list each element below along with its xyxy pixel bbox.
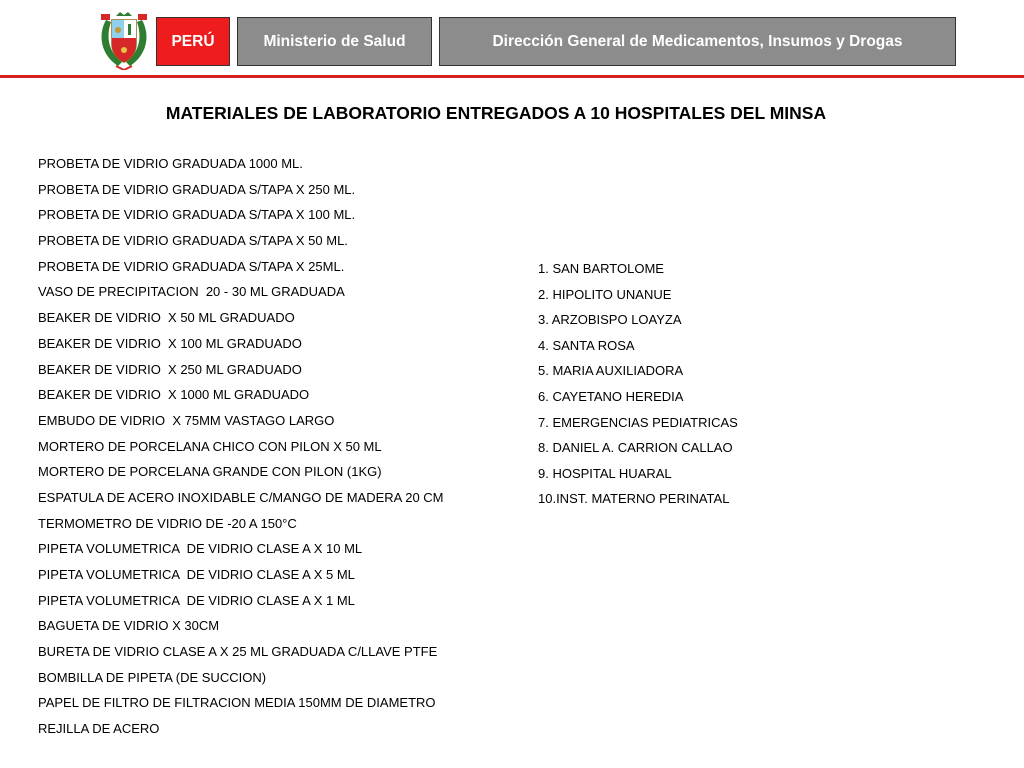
material-item: MORTERO DE PORCELANA GRANDE CON PILON (1KG)	[38, 464, 382, 480]
material-item: PAPEL DE FILTRO DE FILTRACION MEDIA 150MM DE DIAMETRO	[38, 695, 436, 711]
material-item: PIPETA VOLUMETRICA DE VIDRIO CLASE A X 5 ML	[38, 567, 355, 582]
hospital-item: 9. HOSPITAL HUARAL	[538, 465, 672, 481]
material-item: PIPETA VOLUMETRICA DE VIDRIO CLASE A X 1 ML	[38, 592, 355, 608]
header-bar	[0, 0, 1024, 80]
hospital-item: 5. MARIA AUXILIADORA	[538, 363, 684, 379]
material-item: PROBETA DE VIDRIO GRADUADA S/TAPA X 50 ML.	[38, 233, 348, 249]
hospitals-list	[538, 256, 738, 512]
hospital-item: 1. SAN BARTOLOME	[538, 261, 664, 276]
material-item: EMBUDO DE VIDRIO X 75MM VASTAGO LARGO	[38, 412, 335, 428]
page-title: MATERIALES DE LABORATORIO ENTREGADOS A 10 HOSPITALES DEL MINSA	[165, 103, 827, 123]
hospital-item: 7. EMERGENCIAS PEDIATRICAS	[538, 414, 738, 430]
country-label: PERÚ	[171, 32, 215, 50]
material-item: PROBETA DE VIDRIO GRADUADA 1000 ML.	[38, 156, 303, 171]
material-item: ESPATULA DE ACERO INOXIDABLE C/MANGO DE MADERA 20 CM	[38, 489, 444, 505]
peru-coat-of-arms-icon	[98, 10, 150, 70]
ministry-badge	[237, 17, 432, 66]
material-item: VASO DE PRECIPITACION 20 - 30 ML GRADUADA	[38, 284, 345, 300]
material-item: BOMBILLA DE PIPETA (DE SUCCION)	[38, 669, 267, 685]
hospital-item: 8. DANIEL A. CARRION CALLAO	[538, 440, 733, 456]
header-divider	[0, 75, 1024, 78]
directorate-badge	[439, 17, 956, 66]
material-item: PIPETA VOLUMETRICA DE VIDRIO CLASE A X 10 ML	[38, 541, 363, 557]
hospital-item: 2. HIPOLITO UNANUE	[538, 286, 672, 302]
material-item: BEAKER DE VIDRIO X 250 ML GRADUADO	[38, 361, 302, 377]
materials-list	[38, 151, 444, 742]
material-item: PROBETA DE VIDRIO GRADUADA S/TAPA X 250 ML.	[38, 181, 356, 197]
material-item: TERMOMETRO DE VIDRIO DE -20 A 150°C	[38, 515, 297, 531]
material-item: PROBETA DE VIDRIO GRADUADA S/TAPA X 100 ML.	[38, 207, 356, 223]
material-item: BEAKER DE VIDRIO X 50 ML GRADUADO	[38, 310, 295, 326]
material-item: BURETA DE VIDRIO CLASE A X 25 ML GRADUADA C/LLAVE PTFE	[38, 644, 438, 660]
material-item: REJILLA DE ACERO	[38, 721, 160, 737]
material-item: BEAKER DE VIDRIO X 100 ML GRADUADO	[38, 335, 302, 351]
hospital-item: 4. SANTA ROSA	[538, 337, 635, 353]
material-item: BEAKER DE VIDRIO X 1000 ML GRADUADO	[38, 387, 310, 403]
directorate-label: Dirección General de Medicamentos, Insumos y Drogas	[492, 32, 903, 50]
hospital-item: 6. CAYETANO HEREDIA	[538, 388, 684, 404]
material-item: MORTERO DE PORCELANA CHICO CON PILON X 50 ML	[38, 438, 382, 454]
ministry-label: Ministerio de Salud	[263, 32, 406, 50]
hospital-item: 10.INST. MATERNO PERINATAL	[538, 491, 730, 507]
material-item: PROBETA DE VIDRIO GRADUADA S/TAPA X 25ML.	[38, 258, 345, 274]
hospital-item: 3. ARZOBISPO LOAYZA	[538, 312, 682, 328]
country-badge	[156, 17, 230, 66]
material-item: BAGUETA DE VIDRIO X 30CM	[38, 618, 220, 634]
